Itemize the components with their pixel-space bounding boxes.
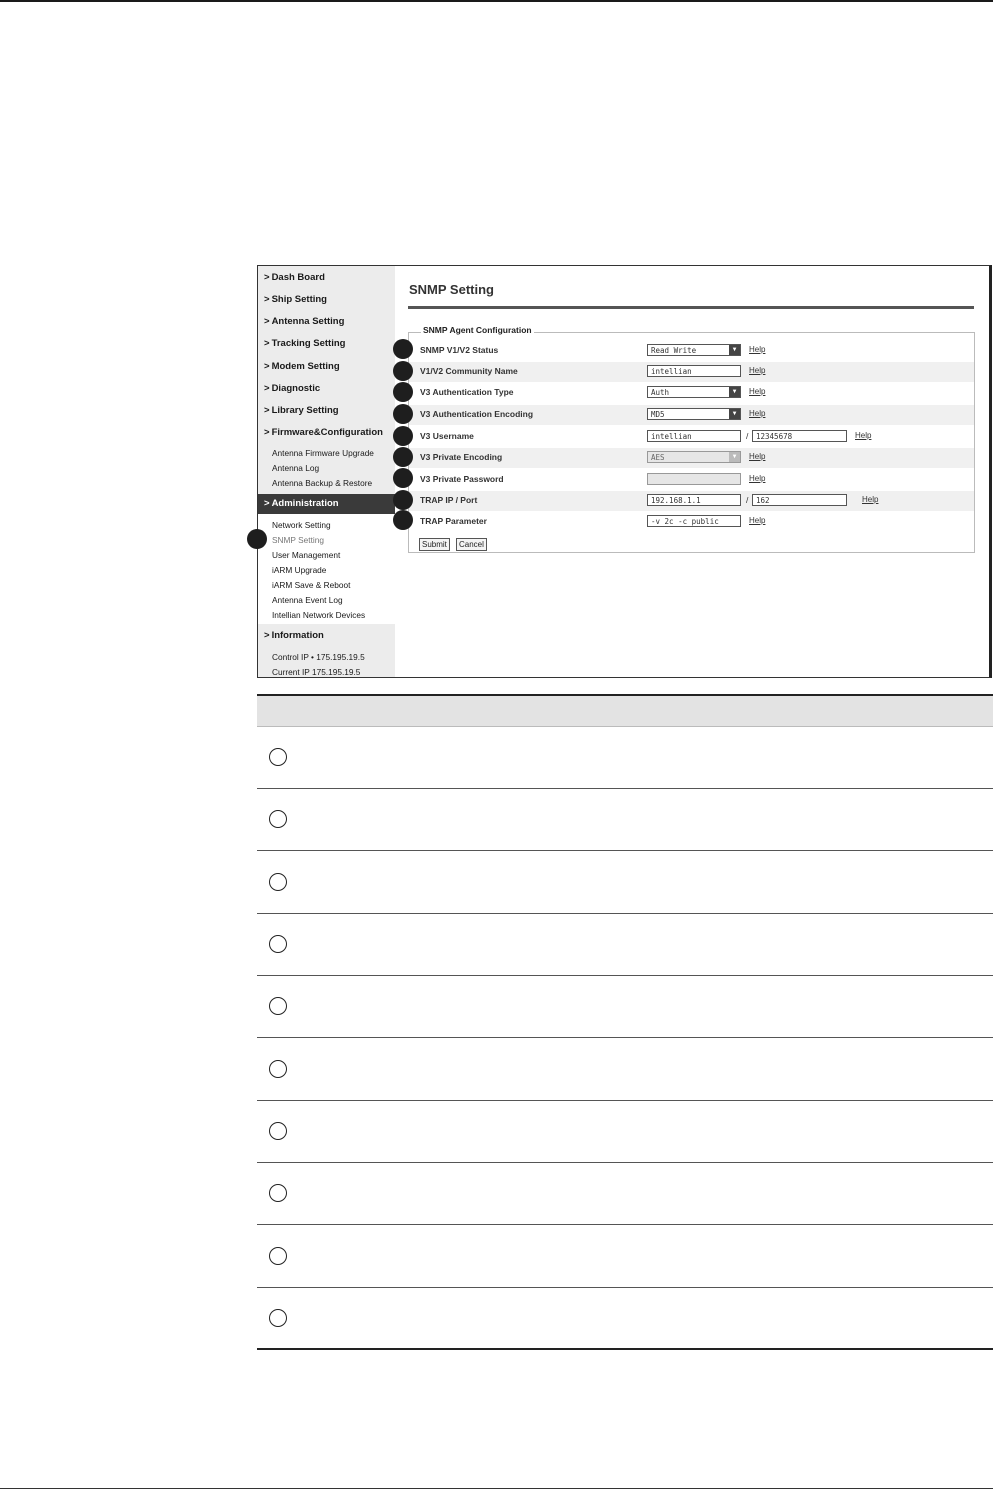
callout-marker [247, 529, 267, 549]
chevron-right-icon: > [264, 498, 270, 509]
form-row-auth-type [409, 383, 974, 403]
submit-button[interactable]: Submit [419, 538, 450, 551]
callout-marker [393, 510, 413, 530]
nav-administration[interactable] [258, 494, 395, 514]
circle-icon [269, 1309, 287, 1327]
snmp-status-select[interactable] [647, 344, 741, 356]
help-link[interactable]: Help [862, 495, 879, 504]
field-label: V3 Username [420, 431, 474, 441]
callout-marker [393, 339, 413, 359]
auth-encoding-select[interactable] [647, 408, 741, 420]
separator: / [746, 495, 749, 505]
select-value: AES [651, 453, 665, 462]
nav-label: Library Setting [271, 405, 339, 416]
help-link[interactable]: Help [749, 474, 766, 483]
field-label: V1/V2 Community Name [420, 366, 518, 376]
nav-firmware-configuration[interactable] [258, 423, 395, 443]
subnav-iarm-upgrade[interactable]: iARM Upgrade [272, 565, 327, 575]
nav-label: Administration [271, 498, 339, 509]
callout-marker [393, 490, 413, 510]
nav-modem-setting[interactable] [258, 357, 395, 377]
circle-icon [269, 997, 287, 1015]
help-link[interactable]: Help [749, 409, 766, 418]
subnav-snmp-setting[interactable]: SNMP Setting [272, 535, 324, 545]
separator: / [746, 431, 749, 441]
form-row-trap-ip-port [409, 491, 974, 511]
bottom-rule [0, 1488, 993, 1489]
callout-marker [393, 382, 413, 402]
subnav-antenna-backup-restore[interactable]: Antenna Backup & Restore [272, 478, 373, 488]
form-row-community-name [409, 362, 974, 382]
nav-label: Modem Setting [271, 361, 340, 372]
community-name-input[interactable]: intellian [647, 365, 741, 377]
chevron-right-icon: > [264, 427, 270, 438]
table-row [257, 852, 993, 914]
table-header [257, 694, 993, 727]
field-label: TRAP IP / Port [420, 495, 478, 505]
callout-marker [393, 426, 413, 446]
chevron-right-icon: > [264, 405, 270, 416]
nav-tracking-setting[interactable] [258, 334, 395, 354]
nav-information[interactable] [258, 626, 395, 646]
callout-marker [393, 447, 413, 467]
nav-label: Firmware&Configuration [271, 427, 383, 438]
chevron-right-icon: > [264, 272, 270, 283]
field-label: V3 Private Password [420, 474, 504, 484]
nav-label: Dash Board [271, 272, 325, 283]
chevron-right-icon: > [264, 294, 270, 305]
chevron-right-icon: > [264, 338, 270, 349]
field-label: V3 Private Encoding [420, 452, 503, 462]
chevron-down-icon: ▼ [729, 345, 740, 355]
callout-marker [393, 468, 413, 488]
chevron-down-icon: ▼ [729, 387, 740, 397]
subnav-antenna-event-log[interactable]: Antenna Event Log [272, 595, 343, 605]
form-row-private-password [409, 470, 974, 490]
table-row [257, 1226, 993, 1288]
form-row-snmp-status [409, 341, 974, 361]
table-row [257, 789, 993, 851]
sidebar [258, 266, 395, 677]
circle-icon [269, 1060, 287, 1078]
field-label: V3 Authentication Type [420, 387, 514, 397]
chevron-right-icon: > [264, 630, 270, 641]
control-ip: Control IP • 175.195.19.5 [272, 652, 365, 662]
form-row-v3-username [409, 427, 974, 447]
help-link[interactable]: Help [749, 452, 766, 461]
cancel-button[interactable]: Cancel [456, 538, 487, 551]
chevron-down-icon: ▼ [729, 409, 740, 419]
nav-label: Diagnostic [271, 383, 321, 394]
nav-label: Tracking Setting [271, 338, 346, 349]
table-row [257, 1039, 993, 1101]
select-value: Auth [651, 388, 670, 397]
trap-ip-input[interactable]: 192.168.1.1 [647, 494, 741, 506]
field-label: V3 Authentication Encoding [420, 409, 534, 419]
subnav-antenna-firmware-upgrade[interactable]: Antenna Firmware Upgrade [272, 448, 374, 458]
field-label: SNMP V1/V2 Status [420, 345, 499, 355]
title-underline [408, 306, 974, 309]
subnav-antenna-log[interactable]: Antenna Log [272, 463, 320, 473]
select-value: Read Write [651, 346, 697, 355]
form-row-trap-parameter [409, 512, 974, 532]
chevron-right-icon: > [264, 316, 270, 327]
nav-label: Information [271, 630, 324, 641]
circle-icon [269, 748, 287, 766]
private-encoding-select[interactable] [647, 451, 741, 463]
subnav-network-setting[interactable]: Network Setting [272, 520, 331, 530]
nav-dash-board[interactable] [258, 268, 395, 288]
nav-antenna-setting[interactable] [258, 312, 395, 332]
callout-marker [393, 361, 413, 381]
nav-label: Ship Setting [271, 294, 327, 305]
trap-port-input[interactable]: 162 [752, 494, 847, 506]
table-row [257, 976, 993, 1038]
subnav-iarm-save-reboot[interactable]: iARM Save & Reboot [272, 580, 351, 590]
help-link[interactable]: Help [749, 516, 766, 525]
subnav-user-management[interactable]: User Management [272, 550, 341, 560]
nav-diagnostic[interactable] [258, 379, 395, 399]
table-row [257, 727, 993, 789]
current-ip: Current IP 175.195.19.5 [272, 667, 361, 677]
auth-type-select[interactable] [647, 386, 741, 398]
field-label: TRAP Parameter [420, 516, 487, 526]
subnav-intellian-network-devices[interactable]: Intellian Network Devices [272, 610, 366, 620]
help-link[interactable]: Help [749, 387, 766, 396]
form-row-private-encoding [409, 448, 974, 468]
help-link[interactable]: Help [749, 366, 766, 375]
circle-icon [269, 1122, 287, 1140]
snmp-screenshot [257, 265, 992, 678]
circle-icon [269, 810, 287, 828]
table-row [257, 1163, 993, 1225]
table-row [257, 1101, 993, 1163]
circle-icon [269, 1247, 287, 1265]
circle-icon [269, 935, 287, 953]
select-value: MD5 [651, 410, 665, 419]
page-title: SNMP Setting [409, 282, 494, 297]
nav-ship-setting[interactable] [258, 290, 395, 310]
chevron-right-icon: > [264, 361, 270, 372]
callout-marker [393, 404, 413, 424]
fieldset-legend: SNMP Agent Configuration [423, 325, 532, 335]
top-rule [0, 0, 993, 2]
table-row [257, 1288, 993, 1350]
circle-icon [269, 873, 287, 891]
trap-parameter-input[interactable]: -v 2c -c public [647, 515, 741, 527]
private-password-input[interactable] [647, 473, 741, 485]
help-link[interactable]: Help [749, 345, 766, 354]
table-row [257, 914, 993, 976]
main-content [395, 266, 989, 677]
v3-password-input[interactable]: 12345678 [752, 430, 847, 442]
chevron-down-icon: ▼ [729, 452, 740, 462]
circle-icon [269, 1184, 287, 1202]
form-row-auth-encoding [409, 405, 974, 425]
help-link[interactable]: Help [855, 431, 872, 440]
nav-label: Antenna Setting [271, 316, 345, 327]
v3-username-input[interactable]: intellian [647, 430, 741, 442]
chevron-right-icon: > [264, 383, 270, 394]
nav-library-setting[interactable] [258, 401, 395, 421]
